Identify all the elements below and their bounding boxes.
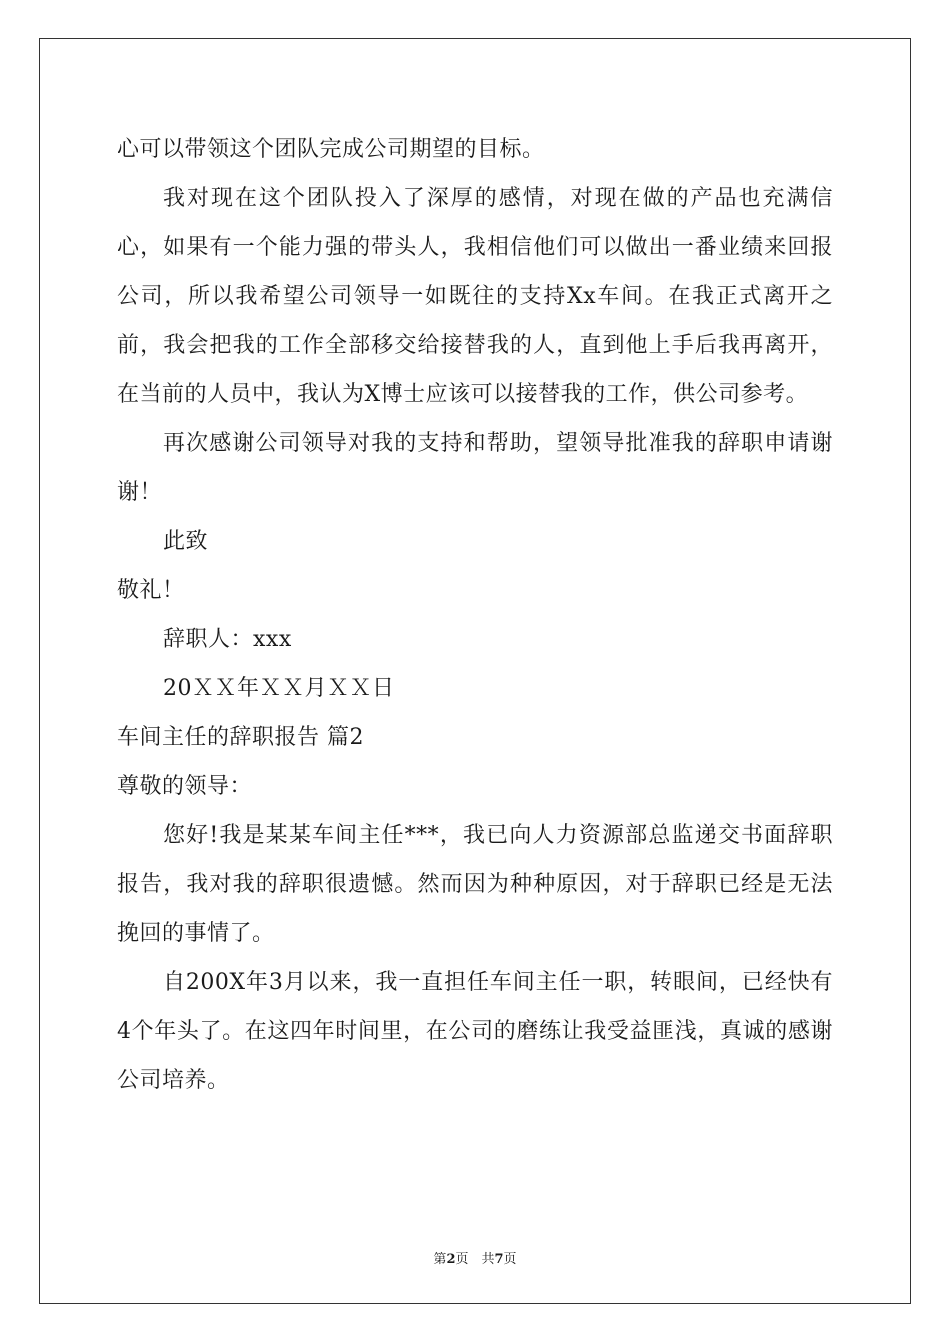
- closing-regards: 敬礼！: [117, 578, 185, 603]
- paragraph: 我对现在这个团队投入了深厚的感情，对现在做的产品也充满信心，如果有一个能力强的带头人，我相信他们可以做出一番业绩来回报公司，所以我希望公司领导一如既往的支持Xx车间。在我正式离开之前，我会把我的工作全部移交给接替我的人，直到他上手后我再离开，在当前的人员中，我认为X博士应该可以接替我的工作，供公司参考。: [117, 186, 833, 407]
- date-line: 20ＸＸ年ＸＸ月ＸＸ日: [163, 676, 395, 701]
- paragraph: 再次感谢公司领导对我的支持和帮助，望领导批准我的辞职申请谢谢！: [117, 431, 833, 505]
- closing-salutation: 此致: [163, 529, 209, 554]
- section-heading: 车间主任的辞职报告 篇2: [117, 725, 364, 750]
- greeting: 尊敬的领导：: [117, 774, 253, 799]
- page-footer: [0, 1248, 950, 1267]
- footer-total-pages: 7: [494, 1252, 504, 1267]
- footer-middle: 页 共: [455, 1252, 495, 1267]
- footer-page-number: 2: [446, 1252, 456, 1267]
- signature-line: 辞职人：xxx: [163, 627, 292, 652]
- footer-prefix: 第: [433, 1252, 447, 1267]
- paragraph: 您好!我是某某车间主任***，我已向人力资源部总监递交书面辞职报告，我对我的辞职很遗憾。然而因为种种原因，对于辞职已经是无法挽回的事情了。: [117, 823, 833, 946]
- document-body: [117, 125, 833, 1105]
- footer-suffix: 页: [503, 1252, 517, 1267]
- paragraph: 自200X年3月以来，我一直担任车间主任一职，转眼间，已经快有4个年头了。在这四年时间里，在公司的磨练让我受益匪浅，真诚的感谢公司培养。: [117, 970, 833, 1093]
- paragraph: 心可以带领这个团队完成公司期望的目标。: [117, 137, 545, 162]
